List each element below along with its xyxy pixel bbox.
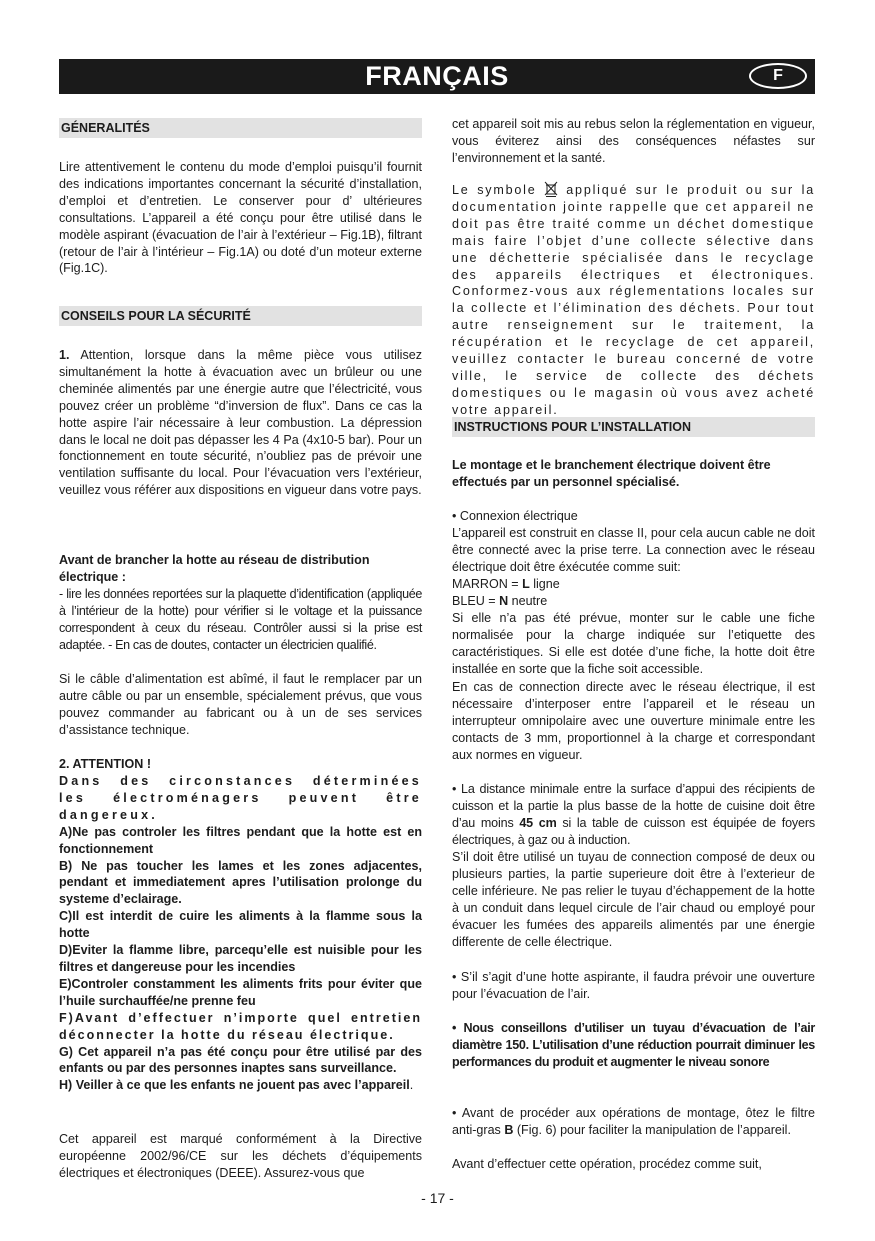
- attention-line: E)Controler constamment les aliments frits pour éviter que l’huile surchauffée/ne prenne feu: [59, 976, 422, 1008]
- direct-connection-text: En cas de connection directe avec le réseau électrique, il est nécessaire d’interposer entre l’appareil et le réseau un interrupteur omnipolaire avec une ouverture minimale entre les contacts de 3 mm, proportionnel à la charge et correspondant aux normes en vigueur.: [452, 680, 815, 762]
- brown-code: L: [522, 577, 530, 591]
- symbol-post: appliqué sur le produit ou sur la documentation jointe rappelle que cet appareil ne doit pas être traité comme un déchet domestique mais faire l’objet d’une collecte sélective dans une déchetterie spécialisée dans le recyclage des appareils électriques et électroniques. Conformez-vous aux réglementations locales sur la collecte et l’élimination des déchets. Pour tout autre renseignement sur le traitement, la récupération et le recyclage de cet appareil, veuillez contacter le bureau concerné de votre ville, le service de collecte des déchets domestiques ou le magasin où vous avez acheté votre appareil.: [452, 183, 815, 417]
- last-line: Avant d’effectuer cette opération, procédez comme suit,: [452, 1157, 762, 1171]
- attention-line: G) Cet appareil n’a pas été conçu pour être utilisé par des enfants ou par des personnes inaptes sans surveillance.: [59, 1044, 422, 1076]
- plug-text: Si elle n’a pas été prévue, monter sur le cable une fiche normalisée pour la charge indiquée sur l’etiquette des caractéristiques. Si elle est dotée d’une fiche, la hotte doit être installée en sorte que la fiche soit accessible.: [452, 611, 815, 676]
- filter-pre: • Avant de procéder aux opérations de montage, ôtez le filtre anti-gras: [452, 1106, 815, 1137]
- language-title: FRANÇAIS: [365, 61, 509, 91]
- brown-wire: [452, 576, 815, 593]
- cable-text: Si le câble d’alimentation est abîmé, il faut le remplacer par un autre câble ou par un ensemble, spécialement prévus, que vous pouvez commander au fabricant ou à un de ses services d’assistance technique.: [59, 672, 422, 737]
- distance-post: si la table de cuisson est équipée de foyers électriques, à gaz ou à induction.: [452, 815, 816, 847]
- attention-line: B) Ne pas toucher les lames et les zones adjacentes, pendant et immediatement apres l’utilisation prolonge du systeme d’eclairage.: [59, 858, 422, 907]
- language-badge: F: [749, 63, 807, 89]
- section-heading-installation: INSTRUCTIONS POUR L’INSTALLATION: [452, 417, 815, 437]
- attention-line: Dans des circonstances déterminées les électroménagers peuvent être dangereux.: [59, 774, 422, 822]
- blue-code: N: [499, 594, 509, 608]
- page-number: - 17 -: [421, 1190, 454, 1206]
- blue-wire: [452, 593, 815, 610]
- attention-line: A)Ne pas controler les filtres pendant que la hotte est en fonctionnement: [59, 824, 422, 856]
- advice-text: • Nous conseillons d’utiliser un tuyau d’évacuation de l’air diamètre 150. L’utilisation d’une réduction pourrait diminuer les performances du produit et augmenter le niveau sonore: [452, 1021, 815, 1069]
- filter-post: (Fig. 6) pour faciliter la manipulation de l’appareil.: [513, 1122, 791, 1137]
- attention-h-end: .: [409, 1078, 414, 1093]
- deee-paragraph: Cet appareil est marqué conformément à la Directive européenne 2002/96/CE sur les déchets d’équipements électriques et électroniques (DEEE). Assurez-vous que: [59, 1132, 422, 1180]
- attention-line: F)Avant d’effectuer n’importe quel entretien déconnecter la hotte du réseau électrique.: [59, 1010, 422, 1042]
- distance-paragraph: [452, 781, 815, 849]
- attention-line: [59, 1077, 422, 1094]
- attention-heading: 2. ATTENTION !: [59, 757, 152, 771]
- brown-label: MARRON =: [452, 577, 523, 591]
- pipe-text: S’il doit être utilisé un tuyau de connection composé de deux ou plusieurs parties, la partie superieure doit être à l’exterieur de celle inférieure. Ne pas relier le tuyau d’échappement de la hotte à un conduit dans lequel circule de l’air chaud ou employé pour évacuer les fumées des appareils alimentés par une énergie differente de celle électrique.: [452, 850, 815, 949]
- connection-text: L’appareil est construit en classe II, pour cela aucun cable ne doit être connecté avec la prise terre. La connection avec le réseau électrique doit être éxécutée comme suit:: [452, 526, 815, 574]
- before-connect-text: - lire les données reportées sur la plaquette d’identification (appliquée à l’intérieur de la hotte) pour vérifier si le voltage et la puissance correspondent à ceux du réseau. Contrôler aussi si la prise est adaptée. - En cas de doutes, contacter un électricien qualifié.: [59, 587, 422, 652]
- attention-list: [59, 773, 422, 1094]
- filter-paragraph: [452, 1105, 815, 1139]
- aspirante-text: • S’il s’agit d’une hotte aspirante, il faudra prévoir une ouverture pour l’évacuation de l’air.: [452, 970, 815, 1001]
- installation-intro: Le montage et le branchement électrique doivent être effectués par un personnel spécialisé.: [452, 458, 771, 489]
- before-connect-heading: Avant de brancher la hotte au réseau de distribution électrique :: [59, 553, 370, 584]
- attention-line: D)Eviter la flamme libre, parcequ’elle est nuisible pour les filtres et dangereuse pour les incendies: [59, 943, 422, 974]
- distance-pre: • La distance minimale entre la surface d’appui des récipients de cuisson et la partie la plus basse de la hotte de cuisine doit être d’au moins: [452, 782, 815, 830]
- section-heading-general: GÉNERALITÉS: [59, 118, 422, 138]
- attention-line: C)Il est interdit de cuire les aliments à la flamme sous la hotte: [59, 909, 422, 941]
- blue-word: neutre: [508, 594, 548, 608]
- distance-value: 45 cm: [519, 815, 557, 830]
- safety-point-1: [59, 347, 422, 499]
- crossed-bin-icon: [544, 181, 558, 197]
- symbol-pre: Le symbole: [452, 183, 537, 197]
- page-header: [59, 59, 815, 94]
- general-paragraph: Lire attentivement le contenu du mode d’emploi puisqu’il fournit des indications importantes concernant la sécurité d’installation, d’emploi et d’entretien. Le conserver pour d’ ultérieures consultations. L’appareil a été conçu pour être utilisé dans le modèle aspirant (évacuation de l’air à l’extérieur – Fig.1B), filtrant (retour de l’air à l’intérieur – Fig.1A) ou doté d’un moteur externe (Fig.1C).: [59, 160, 422, 276]
- symbol-paragraph: [452, 181, 815, 419]
- point-text: Attention, lorsque dans la même pièce vous utilisez simultanément la hotte à évacuation avec un brûleur ou une cheminée alimentés par une énergie autre que l’électricité, vous pouvez créer un problème “d’inversion de flux”. Dans ce cas la hotte aspire l’air nécessaire à leur combustion. La dépression dans le local ne doit pas dépasser les 4 Pa (4x10-5 bar). Pour un fonctionnement en toute sécurité, n’oubliez pas de prévoir une ventilation suffisante du local. Pour l’évacuation vers l’extérieur, veuillez vous référer aux dispositions en vigueur dans votre pays.: [59, 348, 422, 498]
- deee-continuation: cet appareil soit mis au rebus selon la réglementation en vigueur, vous éviterez ainsi des conséquences néfastes sur l’environnement et la santé.: [452, 117, 815, 165]
- brown-word: ligne: [529, 577, 560, 591]
- section-heading-safety: CONSEILS POUR LA SÉCURITÉ: [59, 306, 422, 326]
- attention-h: H) Veiller à ce que les enfants ne jouent pas avec l’appareil: [59, 1078, 410, 1093]
- blue-label: BLEU =: [452, 594, 500, 608]
- filter-code: B: [504, 1122, 514, 1137]
- point-number: 1.: [59, 348, 70, 362]
- connection-title: • Connexion électrique: [452, 509, 578, 523]
